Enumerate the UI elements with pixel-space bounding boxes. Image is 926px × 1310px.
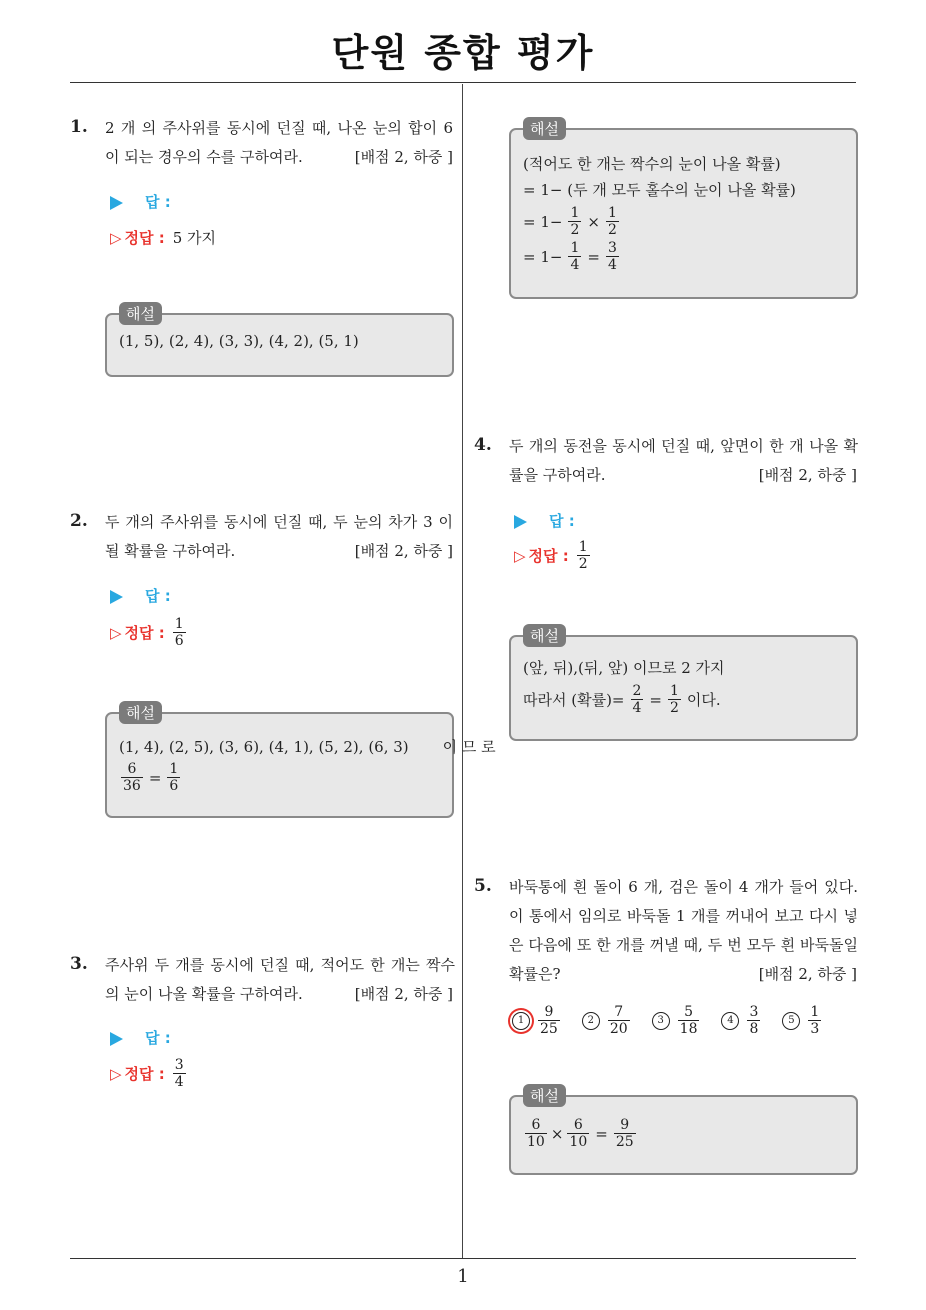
explanation-prefix: = 1− [523,247,563,266]
option-fraction: $\frac{7}{20}$ [609,1004,628,1037]
question-text: 주사위 두 개를 동시에 던질 때, 적어도 한 개는 짝수의 눈이 나올 확률을 구하여라. [105,956,455,1003]
option-number-circle: 4 [721,1012,739,1030]
fraction: $\frac{3}{4}$ [607,240,617,273]
play-icon [110,1032,123,1046]
question-4-meta-row [509,461,857,490]
answer-row [110,585,171,606]
question-5-meta-row [509,960,857,989]
answer-row [110,1027,171,1048]
explanation-tag: 해설 [523,117,566,140]
question-number: 2. [70,511,88,531]
correct-fraction: $\frac{1}{2}$ [578,539,588,572]
answer-option[interactable] [652,1004,702,1037]
play-icon [110,196,123,210]
fraction: $\frac{6}{10}$ [527,1117,545,1150]
correct-row [110,616,188,649]
fraction: $\frac{1}{6}$ [169,761,179,794]
option-number-circle: 3 [652,1012,670,1030]
option-number-circle: 1 [512,1012,530,1030]
explanation-tag: 해설 [119,302,162,325]
explanation-line: (적어도 한 개는 짝수의 눈이 나올 확률) [523,155,781,173]
fraction: $\frac{1}{4}$ [570,240,580,273]
explanation-box: (1, 4), (2, 5), (3, 6), (4, 1), (5, 2), (6, 3) 이 므 로 $\frac{6}{36}$ = $\frac{1}{6}$ [105,712,454,818]
question-3-meta-row [105,980,453,1009]
option-fraction: $\frac{1}{3}$ [810,1004,820,1037]
explanation-box: $\frac{6}{10}$ × $\frac{6}{10}$ = $\frac{9}{25}$ [509,1095,858,1175]
question-number: 4. [474,435,492,455]
correct-value: 5 가지 [172,229,217,247]
explanation-line: (앞, 뒤),(뒤, 앞) 이므로 2 가지 [523,659,725,677]
play-icon [514,515,527,529]
outline-triangle-icon: ▷ [110,623,122,642]
option-number-circle: 5 [782,1012,800,1030]
explanation-box [509,128,858,299]
question-2-meta-row [105,537,453,566]
answer-option[interactable] [721,1004,762,1037]
correct-row [110,227,216,248]
question-number: 1. [70,117,88,137]
top-divider [70,82,856,83]
correct-label: 정답 : [124,624,165,642]
question-text: 두 개의 동전을 동시에 던질 때, 앞면이 한 개 나올 확률을 구하여라. [509,437,858,484]
fraction: $\frac{6}{36}$ [123,761,141,794]
question-meta: [배점 2, 하중 ] [354,148,453,166]
fraction: $\frac{2}{4}$ [632,683,642,716]
outline-triangle-icon: ▷ [514,546,526,565]
correct-row [514,539,592,572]
answer-options [512,1004,843,1037]
times-sign: × [587,212,600,231]
option-fraction: $\frac{5}{18}$ [679,1004,698,1037]
page-number: 1 [457,1266,469,1287]
question-text: 바둑통에 흰 돌이 6 개, 검은 돌이 4 개가 들어 있다. 이 통에서 임의로 바둑돌 1 개를 꺼내어 보고 다시 넣은 다음에 또 한 개를 꺼낼 때, 두 번 모두 흰 바둑돌일 확률은? [509,878,858,983]
answer-row [110,191,171,212]
explanation-tag: 해설 [523,1084,566,1107]
explanation-line: = 1− (두 개 모두 홀수의 눈이 나올 확률) [523,181,796,199]
correct-fraction: $\frac{3}{4}$ [174,1057,184,1090]
explanation-tag: 해설 [119,701,162,724]
explanation-prefix: 따라서 (확률)= [523,691,625,709]
option-fraction: $\frac{3}{8}$ [749,1004,759,1037]
play-icon [110,590,123,604]
answer-option[interactable] [782,1004,823,1037]
answer-option[interactable] [512,1004,562,1037]
outline-triangle-icon: ▷ [110,228,122,247]
answer-row [514,510,575,531]
explanation-tag: 해설 [523,624,566,647]
explanation-suffix: 이다. [686,691,721,709]
bottom-divider [70,1258,856,1259]
equals-sign: = [587,247,600,266]
correct-fraction: $\frac{1}{6}$ [174,616,184,649]
explanation-pairs: (1, 4), (2, 5), (3, 6), (4, 1), (5, 2), (6, 3) [119,737,409,756]
page-title: 단원 종합 평가 [331,31,595,75]
option-fraction: $\frac{9}{25}$ [540,1004,558,1037]
answer-option[interactable] [582,1004,632,1037]
explanation-text: (1, 5), (2, 4), (3, 3), (4, 2), (5, 1) [119,332,359,350]
correct-label: 정답 : [124,229,165,247]
question-meta: [배점 2, 하중 ] [758,965,857,983]
fraction: $\frac{6}{10}$ [569,1117,588,1150]
column-divider [462,84,463,1259]
question-meta: [배점 2, 하중 ] [354,542,453,560]
question-number: 5. [474,876,492,896]
outline-triangle-icon: ▷ [110,1064,122,1083]
answer-label: 답 : [145,587,171,605]
correct-label: 정답 : [124,1065,165,1083]
question-meta: [배점 2, 하중 ] [354,985,453,1003]
fraction: $\frac{1}{2}$ [607,205,617,238]
explanation-prefix: = 1− [523,212,563,231]
fraction: $\frac{9}{25}$ [615,1117,634,1150]
explanation-box: (앞, 뒤),(뒤, 앞) 이므로 2 가지 따라서 (확률)= $\frac{2}{4}$ = $\frac{1}{2}$ 이다. [509,635,858,741]
question-text: 두 개의 주사위를 동시에 던질 때, 두 눈의 차가 3 이 될 확률을 구하여라. [105,513,453,560]
fraction: $\frac{1}{2}$ [570,205,580,238]
question-number: 3. [70,954,88,974]
explanation-suffix: 이 므 로 [442,738,496,756]
correct-row [110,1057,188,1090]
fraction: $\frac{1}{2}$ [670,683,679,716]
answer-label: 답 : [549,512,575,530]
question-text: 2 개 의 주사위를 동시에 던질 때, 나온 눈의 합이 6 이 되는 경우의 수를 구하여라. [105,119,453,166]
question-1-layout [105,143,453,172]
answer-label: 답 : [145,1029,171,1047]
option-number-circle: 2 [582,1012,600,1030]
answer-label: 답 : [145,193,171,211]
correct-label: 정답 : [528,547,569,565]
question-meta: [배점 2, 하중 ] [758,466,857,484]
